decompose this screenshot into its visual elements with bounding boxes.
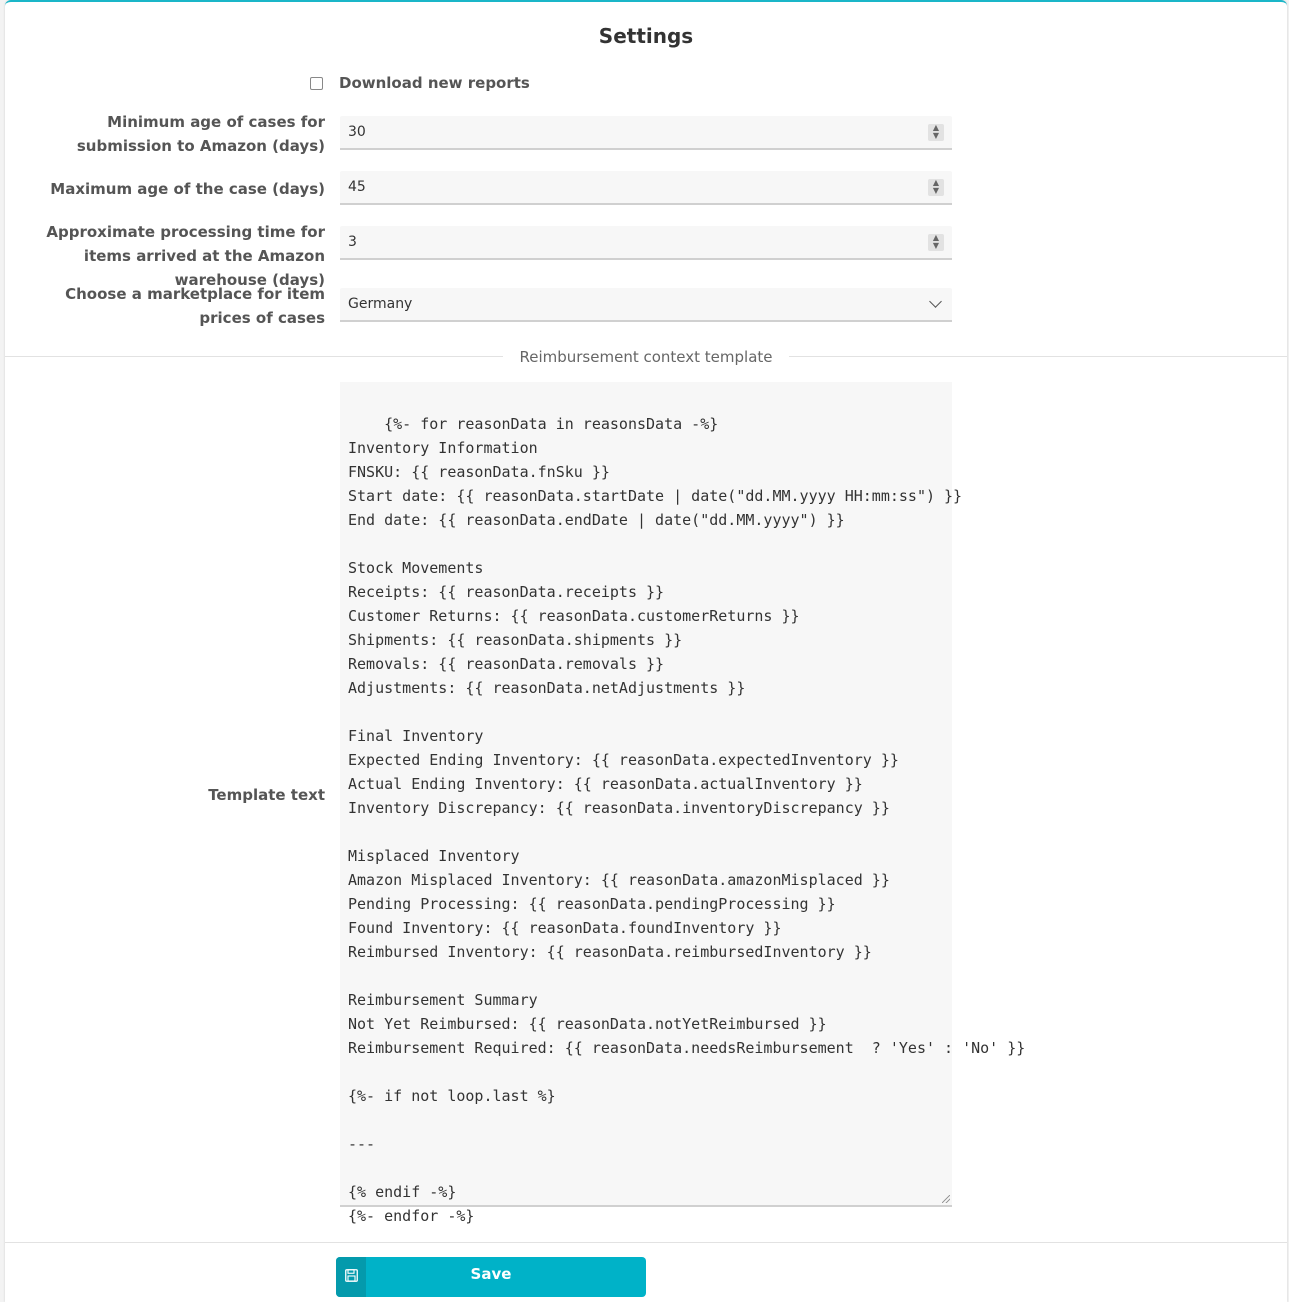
min-age-label: Minimum age of cases for submission to Amazon (days) — [76, 113, 325, 155]
floppy-disk-icon — [336, 1257, 366, 1297]
download-reports-checkbox[interactable] — [310, 77, 323, 90]
stepper-arrows-icon[interactable]: ▲ ▼ — [928, 124, 944, 141]
settings-card — [5, 0, 1287, 1302]
marketplace-value: Germany — [348, 296, 413, 312]
stepper-arrows-icon[interactable]: ▲ ▼ — [928, 234, 944, 251]
template-text: {%- for reasonData in reasonsData -%} Inventory Information FNSKU: {{ reasonData.fnSku }} Start date: {{ reasonData.startDate | date("dd.MM.yyyy HH:mm:ss") }} End date: {{ reasonData.endDate | date("dd.MM.yyyy") }} Stock Movements Receipts: {{ reasonData.receipts }} Customer Returns: {{ reasonData.customerReturns }} Shipments: {{ reasonData.shipments }} Removals: {{ reasonData.removals }} Adjustments: {{ reasonData.netAdjustments }} Final Inventory Expected Ending Inventory: {{ reasonData.expectedInventory }} Actual Ending Inventory: {{ reasonData.actualInventory }} Inventory Discrepancy: {{ reasonData.inventoryDiscrepancy }} Misplaced Inventory Amazon Misplaced Inventory: {{ reasonData.amazonMisplaced }} Pending Processing: {{ reasonData.pendingProcessing }} Found Inventory: {{ reasonData.foundInventory }} Reimbursed Inventory: {{ reasonData.reimbursedInventory }} Reimbursement Summary Not Yet Reimbursed: {{ reasonData.notYetReimbursed }} Reimbursement Required: {{ reasonData.needsReimbursement ? 'Yes' : 'No' }} {%- if not loop.last %} --- {% endif -%} {%- endfor -%} — [348, 415, 1026, 1225]
processing-time-input[interactable] — [340, 226, 952, 260]
save-button[interactable] — [336, 1257, 646, 1297]
stepper-arrows-icon[interactable]: ▲ ▼ — [928, 179, 944, 196]
resize-handle-icon[interactable] — [942, 1195, 950, 1203]
max-age-value: 45 — [348, 179, 366, 195]
chevron-down-icon[interactable] — [929, 295, 942, 308]
max-age-input[interactable] — [340, 171, 952, 205]
footer-divider — [5, 1242, 1287, 1243]
section-title-wrap — [5, 347, 1287, 366]
processing-time-label: Approximate processing time for items arrived at the Amazon warehouse (days) — [46, 223, 325, 289]
save-button-label: Save — [470, 1265, 512, 1283]
template-label: Template text — [208, 786, 325, 804]
download-reports-label[interactable]: Download new reports — [339, 74, 530, 92]
download-reports-row[interactable] — [310, 74, 530, 92]
min-age-input[interactable] — [340, 116, 952, 150]
marketplace-label: Choose a marketplace for item prices of cases — [65, 285, 325, 327]
template-textarea[interactable] — [340, 382, 1026, 1225]
section-title: Reimbursement context template — [503, 348, 788, 366]
processing-time-value: 3 — [348, 234, 357, 250]
max-age-label: Maximum age of the case (days) — [50, 180, 325, 198]
marketplace-select[interactable] — [340, 288, 952, 322]
min-age-value: 30 — [348, 124, 366, 140]
page-title: Settings — [598, 24, 694, 48]
